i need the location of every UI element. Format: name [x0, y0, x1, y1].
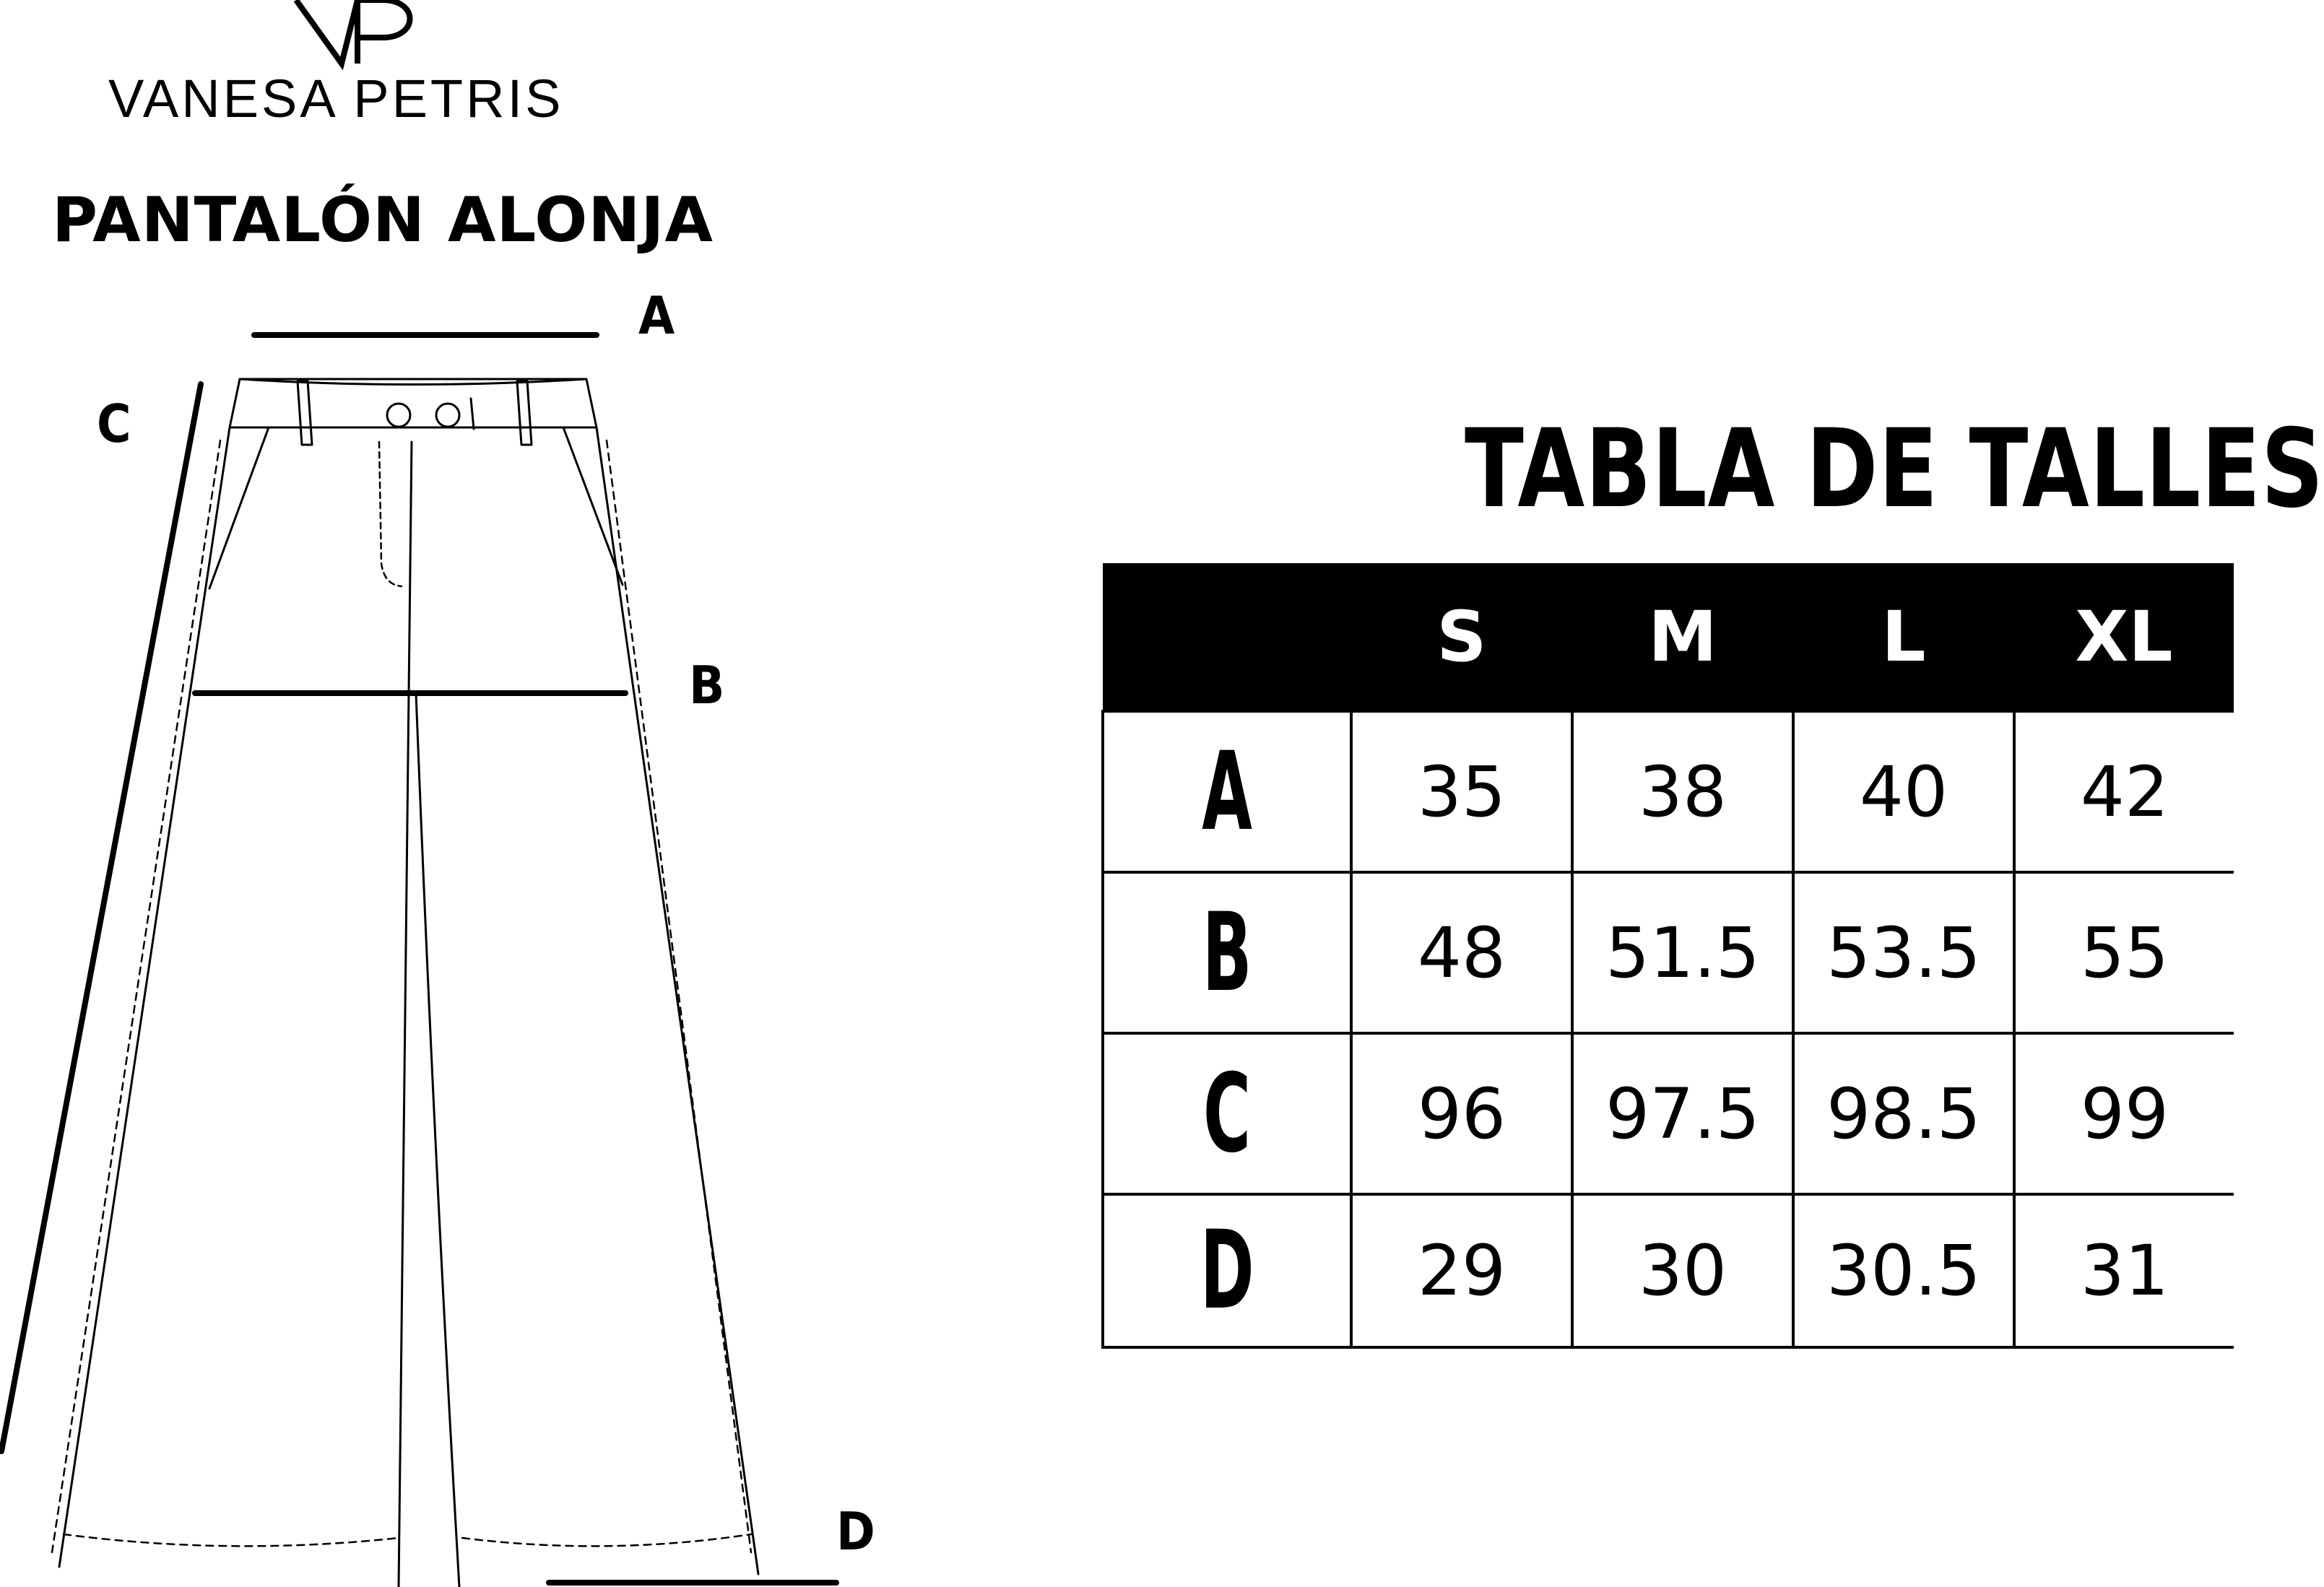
row-label: C	[1103, 1033, 1351, 1194]
table-cell: 55	[2014, 872, 2234, 1033]
table-cell: 40	[1793, 711, 2014, 872]
row-label: B	[1103, 872, 1351, 1033]
waistband	[230, 379, 597, 427]
header-corner	[1103, 563, 1351, 711]
size-header: L	[1793, 563, 2014, 711]
right-pocket	[563, 427, 623, 585]
belt-loop	[298, 381, 312, 445]
measure-label-c: C	[97, 394, 131, 454]
size-header-row	[1103, 563, 2234, 711]
measure-label-a: A	[638, 285, 675, 346]
table-row	[1103, 1033, 2234, 1194]
product-title: PANTALÓN ALONJA	[52, 184, 714, 256]
table-cell: 48	[1351, 872, 1572, 1033]
row-label: A	[1103, 711, 1351, 872]
table-row	[1103, 872, 2234, 1033]
table-cell: 98.5	[1793, 1033, 2014, 1194]
size-header: XL	[2014, 563, 2234, 711]
table-cell: 53.5	[1793, 872, 2014, 1033]
fly-stitch	[379, 442, 402, 586]
hem-stitch-left	[64, 1534, 399, 1546]
table-cell: 31	[2014, 1194, 2234, 1347]
table-cell: 96	[1351, 1033, 1572, 1194]
belt-loop	[517, 381, 532, 445]
brand-monogram-logo	[285, 0, 437, 66]
table-cell: 99	[2014, 1033, 2234, 1194]
size-header: M	[1572, 563, 1793, 711]
row-label: D	[1103, 1194, 1351, 1347]
table-cell: 35	[1351, 711, 1572, 872]
inner-leg-right	[416, 693, 459, 1587]
button	[436, 404, 459, 427]
brand-name: VANESA PETRIS	[108, 69, 564, 129]
table-cell: 97.5	[1572, 1033, 1793, 1194]
inner-leg-left	[399, 693, 409, 1587]
table-cell: 51.5	[1572, 872, 1793, 1033]
table-cell: 30.5	[1793, 1194, 2014, 1347]
size-table-title: TABLA DE TALLES	[1465, 406, 2324, 532]
hem-stitch-right	[462, 1534, 751, 1546]
table-cell: 30	[1572, 1194, 1793, 1347]
table-row	[1103, 1194, 2234, 1347]
table-cell: 38	[1572, 711, 1793, 872]
table-cell: 29	[1351, 1194, 1572, 1347]
fly-seam	[409, 442, 412, 693]
pants-diagram	[0, 274, 896, 1587]
size-table	[1101, 563, 2234, 1349]
button	[387, 404, 410, 427]
size-header: S	[1351, 563, 1572, 711]
table-row	[1103, 711, 2234, 872]
measure-label-b: B	[689, 655, 725, 716]
table-cell: 42	[2014, 711, 2234, 872]
right-leg-outline	[597, 427, 758, 1574]
measure-label-d: D	[836, 1501, 875, 1562]
